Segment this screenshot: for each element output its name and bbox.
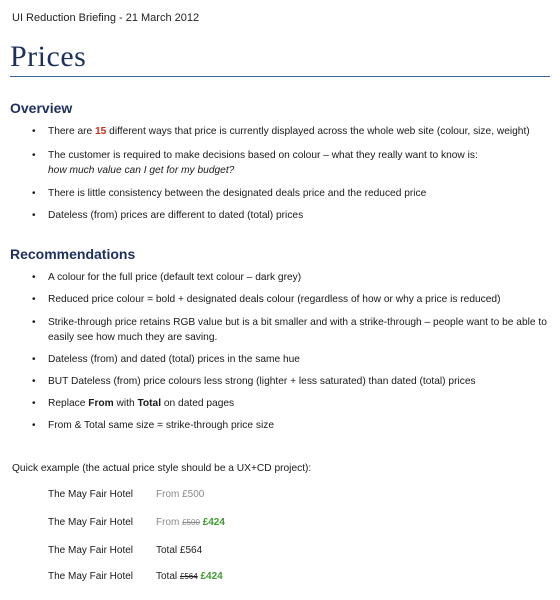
bullet-icon: • xyxy=(32,188,36,199)
document-header: UI Reduction Briefing - 21 March 2012 xyxy=(12,12,200,24)
price-text: Total £564 xyxy=(156,545,203,556)
bullet-icon: • xyxy=(32,294,36,305)
highlight-count: 15 xyxy=(95,126,107,137)
example-row xyxy=(48,571,528,587)
bullet-icon: • xyxy=(32,150,36,161)
hotel-name: The May Fair Hotel xyxy=(48,545,134,556)
bullet-icon: • xyxy=(32,210,36,221)
bullet-icon: • xyxy=(32,398,36,409)
example-row xyxy=(48,545,528,561)
deal-price: £424 xyxy=(200,571,223,582)
page-title: Prices xyxy=(10,40,87,73)
list-item: • The customer is required to make decisions based on colour – what they really want to know is: how much value can I get for my budget? xyxy=(32,150,478,176)
quick-example-label: Quick example (the actual price style should be a UX+CD project): xyxy=(12,463,312,474)
example-row xyxy=(48,517,528,533)
bullet-icon: • xyxy=(32,272,36,283)
deal-price: £424 xyxy=(202,517,225,528)
title-divider xyxy=(10,76,550,77)
bullet-icon: • xyxy=(32,420,36,431)
list-item: • From & Total same size = strike-through price size xyxy=(32,420,274,431)
price-text: From £500 xyxy=(156,489,205,500)
hotel-name: The May Fair Hotel xyxy=(48,571,134,582)
price-prefix: From xyxy=(156,517,183,528)
example-row xyxy=(48,489,528,505)
hotel-name: The May Fair Hotel xyxy=(48,489,134,500)
list-item: • There are 15 different ways that price is currently displayed across the whole web site (colour, size, weight) xyxy=(32,126,530,137)
list-item: • Dateless (from) prices are different to dated (total) prices xyxy=(32,210,304,221)
list-item: • There is little consistency between the designated deals price and the reduced price xyxy=(32,188,427,199)
list-item: • Strike-through price retains RGB value but is a bit smaller and with a strike-through – people want to be able to easily see how much they are saving. xyxy=(32,317,547,343)
overview-heading: Overview xyxy=(10,100,73,116)
italic-question: how much value can I get for my budget? xyxy=(48,165,235,176)
list-item: • A colour for the full price (default text colour – dark grey) xyxy=(32,272,302,283)
hotel-name: The May Fair Hotel xyxy=(48,517,134,528)
bullet-icon: • xyxy=(32,376,36,387)
strike-price: £500 xyxy=(182,518,200,527)
price-prefix: Total xyxy=(156,571,180,582)
list-item: • Reduced price colour = bold + designated deals colour (regardless of how or why a price is reduced) xyxy=(32,294,501,305)
list-item: • Replace From with Total on dated pages xyxy=(32,398,235,409)
list-item: • Dateless (from) and dated (total) prices in the same hue xyxy=(32,354,300,365)
price-group xyxy=(156,517,225,528)
bullet-icon: • xyxy=(32,354,36,365)
strike-price: £564 xyxy=(179,572,198,581)
list-item: • BUT Dateless (from) price colours less strong (lighter + less saturated) than dated (total) prices xyxy=(32,376,476,387)
price-group xyxy=(156,571,223,582)
recommendations-heading: Recommendations xyxy=(10,246,136,262)
bullet-icon: • xyxy=(32,317,36,328)
bullet-icon: • xyxy=(32,126,36,137)
